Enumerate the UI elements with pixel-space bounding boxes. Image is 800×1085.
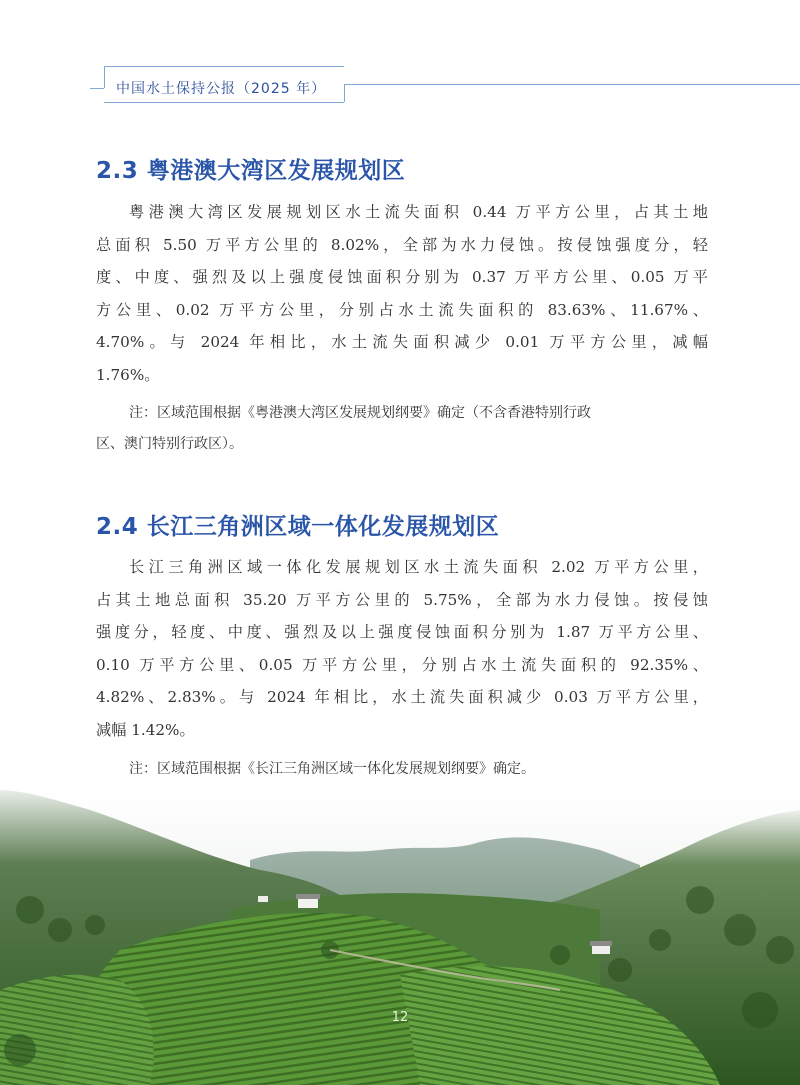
paragraph-line: 总面积 5.50 万平方公里的 8.02%，全部为水力侵蚀。按侵蚀强度分，轻	[96, 235, 708, 254]
header-rule-top	[104, 66, 344, 67]
paragraph-line: 4.70%。与 2024 年相比，水土流失面积减少 0.01 万平方公里，减幅	[96, 333, 708, 351]
section-2-4-paragraph	[96, 551, 708, 746]
header-rule-left-tick	[104, 66, 105, 88]
section-2-3-heading: 2.3 粤港澳大湾区发展规划区	[96, 158, 406, 184]
section-2-4-note	[96, 754, 708, 785]
header-title: 中国水土保持公报（2025 年）	[116, 81, 327, 97]
section-2-3-paragraph	[96, 196, 708, 391]
paragraph-line: 长江三角洲区域一体化发展规划区水土流失面积 2.02 万平方公里，	[129, 558, 708, 576]
header-rule-bottom	[90, 88, 104, 89]
paragraph-line: 4.82%、2.83%。与 2024 年相比，水土流失面积减少 0.03 万平方公里，	[96, 688, 708, 706]
paragraph-line: 1.76%。	[96, 365, 160, 384]
note-line: 注：区域范围根据《长江三角洲区域一体化发展规划纲要》确定。	[129, 761, 535, 777]
section-2-3-note	[96, 398, 708, 460]
paragraph-line: 减幅 1.42%。	[96, 720, 195, 739]
note-line: 区、澳门特别行政区）。	[96, 436, 243, 452]
paragraph-line: 强度分，轻度、中度、强烈及以上强度侵蚀面积分别为 1.87 万平方公里、	[96, 623, 708, 641]
paragraph-line: 占其土地总面积 35.20 万平方公里的 5.75%，全部为水力侵蚀。按侵蚀	[96, 590, 708, 609]
paragraph-line: 方公里、0.02 万平方公里，分别占水土流失面积的 83.63%、11.67%、	[96, 300, 708, 319]
header-rule-long	[344, 84, 800, 85]
paragraph-line: 度、中度、强烈及以上强度侵蚀面积分别为 0.37 万平方公里、0.05 万平	[96, 268, 708, 286]
section-2-4-heading: 2.4 长江三角洲区域一体化发展规划区	[96, 514, 500, 540]
header-rule-right-tick	[344, 84, 345, 102]
paragraph-line: 0.10 万平方公里、0.05 万平方公里，分别占水土流失面积的 92.35%、	[96, 655, 708, 674]
tea-terrace-landscape-photo	[0, 790, 800, 1085]
header-rule-under	[104, 102, 344, 103]
note-line: 注：区域范围根据《粤港澳大湾区发展规划纲要》确定（不含香港特别行政	[129, 405, 591, 421]
paragraph-line: 粤港澳大湾区发展规划区水土流失面积 0.44 万平方公里，占其土地	[129, 203, 708, 221]
page-number: 12	[391, 1010, 409, 1025]
